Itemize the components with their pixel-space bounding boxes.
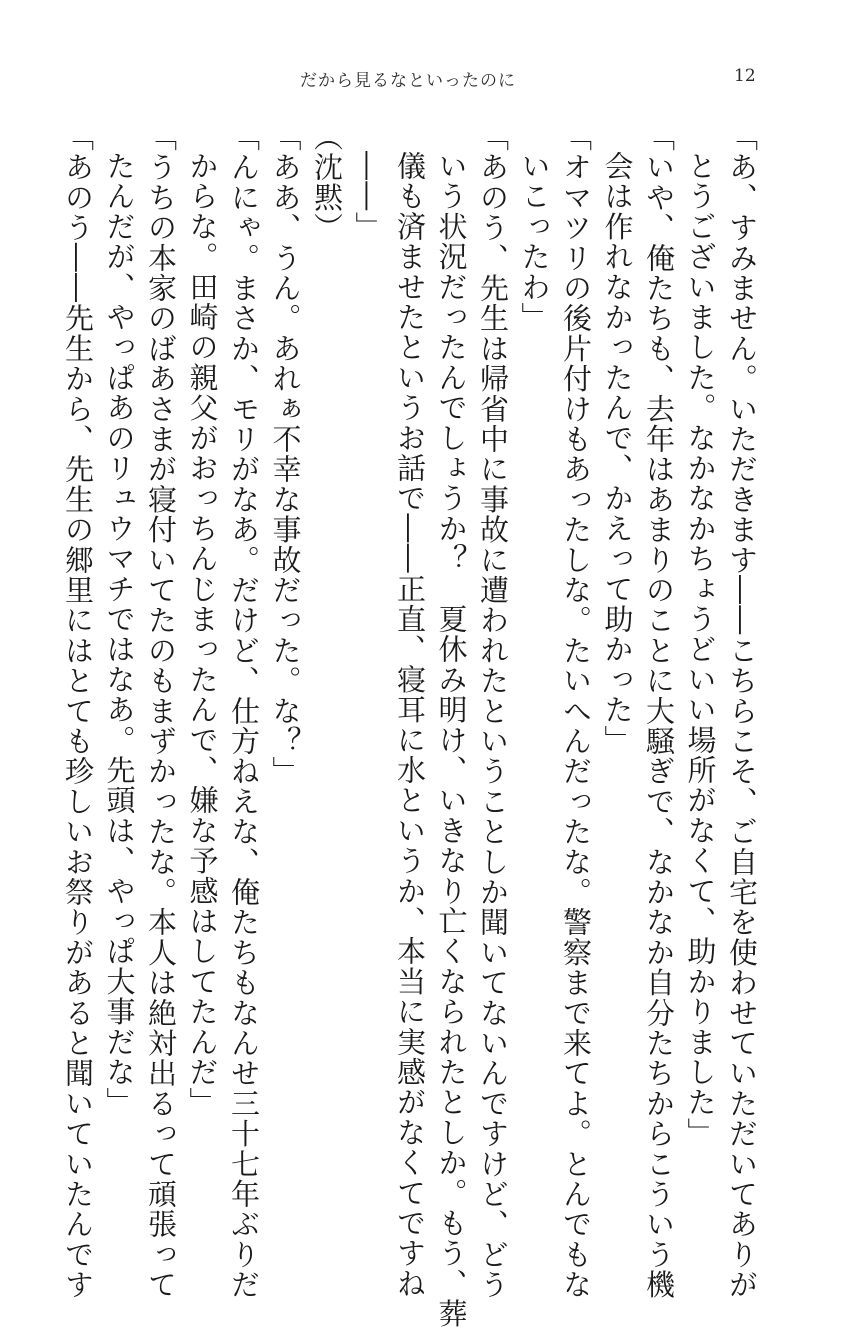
text-line: 「あ、すみません。いただきます――こちらこそ、ご自宅を使わせていただいてありが: [725, 122, 759, 1300]
text-line: 「んにゃ。まさか、モリがなあ。だけど、仕方ねえな、俺たちもなんせ三十七年ぶりだ: [227, 122, 261, 1300]
text-line: 「あのう、先生は帰省中に事故に遭われたということしか聞いてないんですけど、どう: [476, 122, 510, 1300]
vertical-text-body: [61, 122, 762, 1329]
text-line: ――」: [351, 151, 386, 242]
running-title: だから見るなといったのに: [300, 71, 516, 91]
text-line: 「うちの本家のばあさまが寝付いてたのもまずかったな。本人は絶対出るって頑張って: [144, 122, 178, 1300]
text-line: 「あのう――先生から、先生の郷里にはとても珍しいお祭りがあると聞いていたんです: [61, 122, 95, 1300]
text-line: からな。田崎の親父がおっちんじまったんで、嫌な予感はしてたんだ」: [185, 151, 220, 1118]
text-line: 「オマツリの後片付けもあったしな。たいへんだったな。警察まで来てよ。とんでもな: [559, 122, 593, 1300]
text-line: とうございました。なかなかちょうどいい場所がなくて、助かりました」: [683, 151, 718, 1148]
text-line: いこったわ」: [517, 151, 552, 333]
text-line: 「いや、俺たちも、去年はあまりのことに大騒ぎで、なかなか自分たちからこういう機: [642, 122, 676, 1300]
running-header: [0, 66, 841, 96]
text-line: （沈黙）: [310, 122, 344, 243]
text-line: たんだが、やっぱあのリュウマチではなあ。先頭は、やっぱ大事だな」: [102, 151, 137, 1118]
text-line: 会は作れなかったんで、かえって助かった」: [600, 151, 635, 755]
text-line: 儀も済ませたというお話で――正直、寝耳に水というか、本当に実感がなくてですね: [393, 151, 427, 1299]
text-line: いう状況だったんでしょうか？ 夏休み明け、いきなり亡くなられたとしか。もう、葬: [434, 151, 469, 1329]
text-line: 「ああ、うん。あれぁ不幸な事故だった。な？」: [268, 122, 303, 787]
page-number: 12: [734, 66, 756, 86]
